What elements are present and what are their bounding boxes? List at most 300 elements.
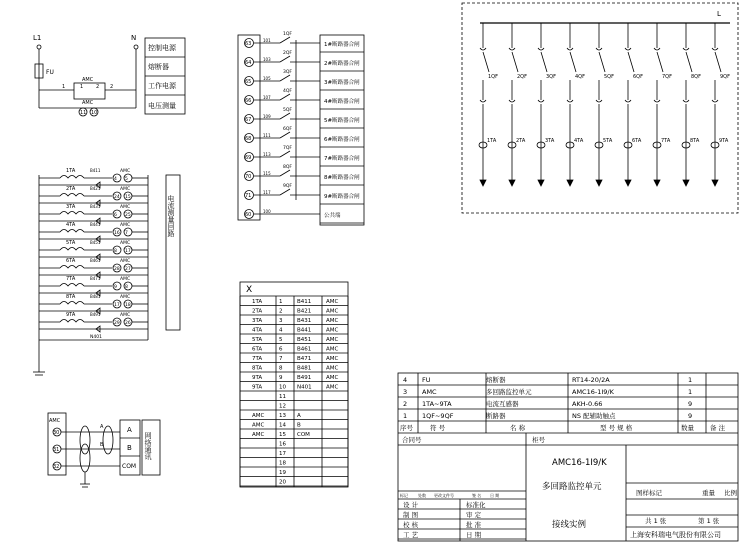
disconnect-symbol: [683, 100, 689, 102]
role-right: 标准化: [466, 501, 486, 509]
pin-number: 69: [245, 155, 252, 161]
sheet-number: 第 1 张: [698, 517, 720, 525]
switch-label: 4QF: [283, 89, 292, 94]
terminal-device: AMC: [252, 432, 265, 438]
ct-amc-label: AMC: [120, 187, 131, 192]
pin-11: 11: [80, 110, 87, 116]
busbar-circuit: [462, 3, 738, 213]
bom-header-name: 名 称: [510, 424, 526, 432]
bom-name: 熔断器: [486, 376, 506, 384]
total-sheets: 共 1 张: [645, 517, 667, 525]
terminal-device: 5TA: [252, 337, 263, 343]
terminal-wire: B451: [297, 337, 312, 343]
rev-col: 标记: [400, 493, 408, 498]
bus-ta-label: 5TA: [603, 138, 613, 144]
ct-coil-icon: [60, 212, 84, 215]
ct-wire-code: B411: [90, 168, 101, 173]
bom-name: 多回路监控单元: [486, 388, 532, 396]
ct-ta-label: 8TA: [66, 294, 76, 300]
bom-no: 2: [403, 400, 408, 408]
terminal-wire: B461: [297, 346, 312, 353]
breaker-label: 5#断路器合闸: [324, 118, 360, 124]
terminal-number: 1: [279, 299, 283, 305]
switch-contact: [280, 189, 290, 195]
contract-label: 合同号: [402, 436, 422, 444]
terminal-wire: A: [297, 413, 301, 419]
svg-text:2: 2: [96, 84, 100, 90]
breaker-blade: [570, 52, 576, 72]
terminal-number: 105: [263, 76, 271, 81]
ct-amc-label: AMC: [120, 241, 131, 246]
ct-wire-code: B481: [90, 294, 101, 299]
ct-coil-icon: [60, 320, 84, 323]
disconnect-symbol: [654, 48, 660, 50]
breaker-blade: [512, 52, 518, 72]
terminal-number: 100: [263, 209, 271, 214]
breaker-label: 9#断路器合闸: [324, 194, 360, 200]
ct-coil-icon: [60, 248, 84, 251]
ct-circuit: [33, 168, 180, 375]
bom-no: 1: [403, 412, 408, 420]
ct-amc-label: AMC: [120, 295, 131, 300]
breaker-label: 公共端: [324, 213, 341, 219]
terminal-b: 17: [125, 249, 131, 254]
ct-coil-icon: [60, 230, 84, 233]
terminal-number: 2: [279, 308, 283, 315]
terminal-a: 28: [114, 267, 120, 272]
bom-code: 1QF~9QF: [422, 412, 454, 420]
terminal-wire: B: [297, 422, 301, 429]
terminal-number: 101: [263, 38, 271, 43]
cabinet-label: 柜号: [532, 436, 545, 444]
switch-label: 7QF: [283, 146, 292, 151]
switch-contact: [280, 56, 290, 62]
pin-number: 63: [245, 41, 252, 47]
fu-label: FU: [46, 69, 54, 76]
switch-label: 2QF: [283, 51, 292, 56]
bom-spec: RT14-20/2A: [572, 376, 610, 384]
arrow-down-icon: [567, 180, 573, 186]
disconnect-symbol: [538, 100, 544, 102]
breaker-blade: [599, 52, 605, 72]
pin-10: 10: [91, 110, 98, 116]
ratio-label: 比例: [724, 489, 737, 497]
bom-qty: 9: [688, 412, 693, 420]
ct-ta-label: 6TA: [66, 258, 76, 264]
bom-header-note: 备 注: [710, 424, 726, 432]
terminal-number: 18: [279, 460, 286, 467]
role-right: 审 定: [466, 511, 482, 519]
svg-text:1: 1: [80, 84, 84, 90]
disconnect-symbol: [567, 48, 573, 50]
terminal-device: 9TA: [252, 375, 263, 381]
disconnect-symbol: [480, 100, 486, 102]
breaker-label: 1#断路器合闸: [324, 42, 360, 48]
role-right: 批 准: [466, 521, 482, 529]
arrow-down-icon: [625, 180, 631, 186]
terminal-number: 6: [279, 346, 283, 353]
ct-wire-code: B471: [90, 276, 101, 281]
pin-number: 70: [245, 174, 252, 180]
amc-pin2: 2: [110, 84, 114, 90]
terminal-device: 3TA: [252, 318, 263, 324]
terminal-b: 15: [125, 195, 131, 200]
terminal-dest: AMC: [326, 384, 339, 391]
role-left: 制 图: [403, 511, 419, 519]
switch-label: 1QF: [283, 32, 292, 37]
comm-pin-31: 31: [53, 447, 60, 453]
arrow-down-icon: [683, 180, 689, 186]
bus-qf-label: 8QF: [691, 74, 701, 80]
company-name: 上海安科瑞电气股份有限公司: [630, 531, 721, 539]
bus-ta-label: 7TA: [661, 138, 671, 144]
terminal-number: 17: [279, 451, 286, 457]
bill-of-materials: [398, 373, 738, 541]
switch-contact: [280, 37, 290, 43]
legend-work-power: 工作电源: [148, 82, 176, 90]
comm-circuit: [48, 413, 160, 487]
terminal-b: 5: [125, 177, 128, 182]
disconnect-symbol: [596, 100, 602, 102]
terminal-number: 13: [279, 413, 286, 419]
terminal-number: 107: [263, 95, 271, 100]
terminal-header: X: [246, 285, 253, 295]
terminal-number: 14: [279, 422, 286, 429]
ct-ta-label: 2TA: [66, 186, 76, 192]
disconnect-symbol: [683, 48, 689, 50]
terminal-number: 19: [279, 470, 286, 476]
switch-label: 9QF: [283, 184, 292, 189]
ct-coil-icon: [60, 176, 84, 179]
comm-amc-label: AMC: [49, 418, 61, 424]
terminal-number: 111: [263, 133, 271, 138]
pin-number: 66: [245, 98, 252, 104]
pin-number: 64: [245, 60, 252, 66]
terminal-dest: AMC: [326, 375, 339, 381]
disconnect-symbol: [712, 48, 718, 50]
ct-n401-label: N401: [90, 335, 102, 340]
terminal-number: 7: [279, 356, 283, 362]
amc-power-box: [74, 83, 105, 99]
bom-spec: AMC16-1I9/K: [572, 388, 614, 396]
terminal-device: AMC: [252, 422, 265, 429]
terminal-number: 3: [279, 318, 283, 324]
terminal-dest: AMC: [326, 318, 339, 324]
terminal-device: 4TA: [252, 327, 263, 334]
disconnect-symbol: [625, 100, 631, 102]
terminal-a: 16: [114, 231, 120, 236]
terminal-number: 20: [279, 479, 286, 486]
terminal-wire: COM: [297, 432, 310, 438]
ct-ta-label: 7TA: [66, 276, 76, 282]
bus-qf-label: 6QF: [633, 74, 643, 80]
arrow-down-icon: [538, 180, 544, 186]
terminal-dest: AMC: [326, 337, 339, 343]
disconnect-symbol: [625, 48, 631, 50]
terminal-b: 18: [125, 303, 131, 308]
breaker-label: 3#断路器合闸: [324, 80, 360, 86]
bus-qf-label: 9QF: [720, 74, 730, 80]
bus-qf-label: 5QF: [604, 74, 614, 80]
bom-code: FU: [422, 376, 431, 384]
terminal-device: 6TA: [252, 346, 263, 353]
bom-code: 1TA~9TA: [422, 400, 452, 408]
bom-no: 4: [403, 376, 408, 384]
terminal-device: AMC: [252, 413, 265, 419]
switch-contact: [280, 113, 290, 119]
terminal-b: 8: [125, 285, 128, 290]
terminal-number: 9: [279, 375, 283, 381]
comm-pin-30: 30: [53, 430, 60, 436]
breaker-label: 7#断路器合闸: [324, 156, 360, 162]
rev-col: 签 名: [472, 493, 482, 498]
ct-wire-code: B451: [90, 240, 101, 245]
bom-header-no: 序号: [400, 424, 413, 432]
terminal-number: 4: [279, 327, 283, 334]
breaker-label: 4#断路器合闸: [324, 99, 360, 105]
pin-number: 68: [245, 136, 252, 142]
product-model: AMC16-1I9/K: [552, 458, 607, 468]
bom-spec: AKH-0.66: [572, 400, 603, 408]
terminal-wire: B491: [297, 375, 312, 381]
ct-amc-label: AMC: [120, 313, 131, 318]
switch-contact: [280, 94, 290, 100]
switch-contact: [280, 75, 290, 81]
svg-text:A: A: [100, 424, 104, 430]
terminal-wire: B421: [297, 308, 312, 315]
bus-qf-label: 2QF: [517, 74, 527, 80]
terminal-number: 103: [263, 57, 271, 62]
terminal-wire: B481: [297, 365, 312, 372]
ct-ta-label: 5TA: [66, 240, 76, 246]
breaker-blade: [657, 52, 663, 72]
terminal-a: 29: [114, 321, 120, 326]
comm-b: B: [127, 444, 132, 452]
bus-qf-label: 4QF: [575, 74, 585, 80]
terminal-number: 16: [279, 441, 286, 448]
terminal-b: 7: [125, 231, 128, 236]
comm-a: A: [127, 426, 132, 434]
terminal-a: 4: [114, 177, 117, 182]
function-legend: [145, 38, 185, 114]
bus-ta-label: 3TA: [545, 138, 555, 144]
arrow-down-icon: [712, 180, 718, 186]
switch-label: 5QF: [283, 108, 292, 113]
switch-label: 8QF: [283, 165, 292, 170]
ct-ta-label: 3TA: [66, 204, 76, 210]
pin-number: 65: [245, 79, 252, 85]
amc-pin1: 1: [62, 84, 66, 90]
terminal-number: 5: [279, 337, 283, 343]
breaker-blade: [628, 52, 634, 72]
ct-coil-icon: [60, 194, 84, 197]
terminal-wire: B411: [297, 299, 312, 305]
terminal-device: 7TA: [252, 356, 263, 362]
role-left: 设 计: [403, 501, 419, 509]
terminal-device: 8TA: [252, 365, 263, 372]
ct-ta-label: 4TA: [66, 222, 76, 228]
legend-control-power: 控制电源: [148, 44, 176, 52]
terminal-number: 8: [279, 365, 283, 372]
arrow-down-icon: [654, 180, 660, 186]
ct-amc-label: AMC: [120, 259, 131, 264]
terminal-wire: N401: [297, 384, 312, 391]
rev-col: 日 期: [490, 493, 500, 498]
bom-no: 3: [403, 388, 408, 396]
terminal-wire: B431: [297, 318, 312, 324]
bus-ta-label: 9TA: [719, 138, 729, 144]
terminal-dest: AMC: [326, 356, 339, 362]
pin-number: 67: [245, 117, 252, 123]
bus-qf-label: 3QF: [546, 74, 556, 80]
terminal-device: 9TA: [252, 384, 263, 391]
arrow-down-icon: [509, 180, 515, 186]
terminal-wire: B441: [297, 327, 312, 334]
arrow-down-icon: [596, 180, 602, 186]
ct-wire-code: B431: [90, 204, 101, 209]
terminal-dest: AMC: [326, 308, 339, 315]
bus-ta-label: 2TA: [516, 138, 526, 144]
terminal-number: 11: [279, 394, 286, 400]
legend-voltage: 电压测量: [148, 102, 176, 110]
terminal-table: [240, 282, 348, 487]
bus-l-label: L: [717, 10, 721, 18]
disconnect-symbol: [654, 100, 660, 102]
comm-pin-32: 32: [53, 464, 60, 470]
switch-label: 3QF: [283, 70, 292, 75]
l1-label: L1: [33, 34, 42, 42]
weight-label: 重量: [702, 489, 715, 497]
breaker-blade: [483, 52, 489, 72]
ct-loop-label: 电流测量回路: [167, 195, 175, 237]
terminal-number: 109: [263, 114, 271, 119]
arrow-down-icon: [480, 180, 486, 186]
terminal-a: 6: [114, 213, 117, 218]
bom-spec: NS 配辅助触点: [572, 412, 616, 420]
disconnect-symbol: [596, 48, 602, 50]
role-right: 日 期: [466, 531, 482, 539]
ct-wire-code: B491: [90, 312, 101, 317]
bom-qty: 1: [688, 388, 693, 396]
terminal-b: 26: [125, 321, 131, 326]
breaker-blade: [715, 52, 721, 72]
ct-coil-icon: [60, 284, 84, 287]
disconnect-symbol: [712, 100, 718, 102]
breaker-label: 2#断路器合闸: [324, 61, 360, 67]
bom-qty: 9: [688, 400, 693, 408]
terminal-a: 9: [114, 285, 117, 290]
disconnect-symbol: [567, 100, 573, 102]
ct-coil-icon: [60, 266, 84, 269]
bus-ta-label: 1TA: [487, 138, 497, 144]
legend-fuse: 熔断器: [148, 63, 169, 71]
ct-amc-label: AMC: [120, 277, 131, 282]
bom-header-code: 符 号: [430, 424, 446, 432]
bom-name: 电流互感器: [486, 400, 519, 408]
bom-name: 断路器: [486, 412, 506, 420]
terminal-dest: AMC: [326, 365, 339, 372]
power-supply-circuit: [33, 34, 138, 116]
switch-label: 6QF: [283, 127, 292, 132]
rev-col: 更改文件号: [434, 493, 454, 498]
comm-network-label: 网络通讯: [144, 432, 152, 460]
role-left: 工 艺: [403, 531, 419, 539]
terminal-a: 8: [114, 249, 117, 254]
ct-ta-label: 9TA: [66, 312, 76, 318]
amc-label-top: AMC: [82, 77, 94, 83]
breaker-label: 8#断路器合闸: [324, 175, 360, 181]
breaker-blade: [686, 52, 692, 72]
breaker-status-circuit: [238, 31, 364, 225]
terminal-wire: B471: [297, 356, 312, 362]
disconnect-symbol: [509, 100, 515, 102]
terminal-dest: AMC: [326, 299, 339, 305]
bus-ta-label: 4TA: [574, 138, 584, 144]
ct-wire-code: B441: [90, 222, 101, 227]
ct-amc-label: AMC: [120, 223, 131, 228]
comm-com: COM: [122, 463, 137, 470]
role-left: 校 核: [403, 521, 419, 529]
bom-code: AMC: [422, 388, 437, 396]
terminal-number: 115: [263, 171, 271, 176]
terminal-b: 25: [125, 213, 131, 218]
terminal-number: 117: [263, 190, 271, 195]
terminal-dest: AMC: [326, 346, 339, 353]
drawing-title: 接线实例: [552, 520, 587, 530]
terminal-number: 10: [279, 384, 286, 391]
ct-amc-label: AMC: [120, 205, 131, 210]
bom-header-spec: 型 号 规 格: [600, 424, 633, 432]
bus-qf-label: 7QF: [662, 74, 672, 80]
bom-header-qty: 数量: [681, 424, 694, 432]
terminal-dest: AMC: [326, 327, 339, 334]
disconnect-symbol: [538, 48, 544, 50]
ct-coil-icon: [60, 302, 84, 305]
svg-text:AMC: AMC: [82, 100, 94, 106]
terminal-device: 1TA: [252, 299, 263, 305]
product-name: 多回路监控单元: [542, 482, 602, 492]
bus-qf-label: 1QF: [488, 74, 498, 80]
pin-number: 71: [245, 193, 252, 199]
disconnect-symbol: [509, 48, 515, 50]
svg-text:B: B: [100, 442, 104, 448]
breaker-blade: [541, 52, 547, 72]
terminal-a: 17: [114, 303, 120, 308]
terminal-number: 15: [279, 432, 286, 438]
switch-contact: [280, 170, 290, 176]
switch-contact: [280, 151, 290, 157]
n-label: N: [131, 34, 137, 42]
terminal-number: 113: [263, 152, 271, 157]
ct-amc-label: AMC: [120, 169, 131, 174]
terminal-b: 27: [125, 267, 131, 272]
disconnect-symbol: [480, 48, 486, 50]
bus-ta-label: 8TA: [690, 138, 700, 144]
terminal-number: 12: [279, 403, 286, 410]
pin-number: 60: [245, 212, 252, 218]
bus-ta-label: 6TA: [632, 138, 642, 144]
mark-label: 图样标记: [636, 489, 662, 497]
ct-wire-code: B461: [90, 258, 101, 263]
terminal-device: 2TA: [252, 308, 263, 315]
ct-ta-label: 1TA: [66, 168, 76, 174]
bom-qty: 1: [688, 376, 693, 384]
rev-col: 处数: [418, 493, 426, 498]
breaker-label: 6#断路器合闸: [324, 137, 360, 143]
ct-wire-code: B421: [90, 186, 101, 191]
terminal-a: 24: [114, 195, 120, 200]
switch-contact: [280, 132, 290, 138]
